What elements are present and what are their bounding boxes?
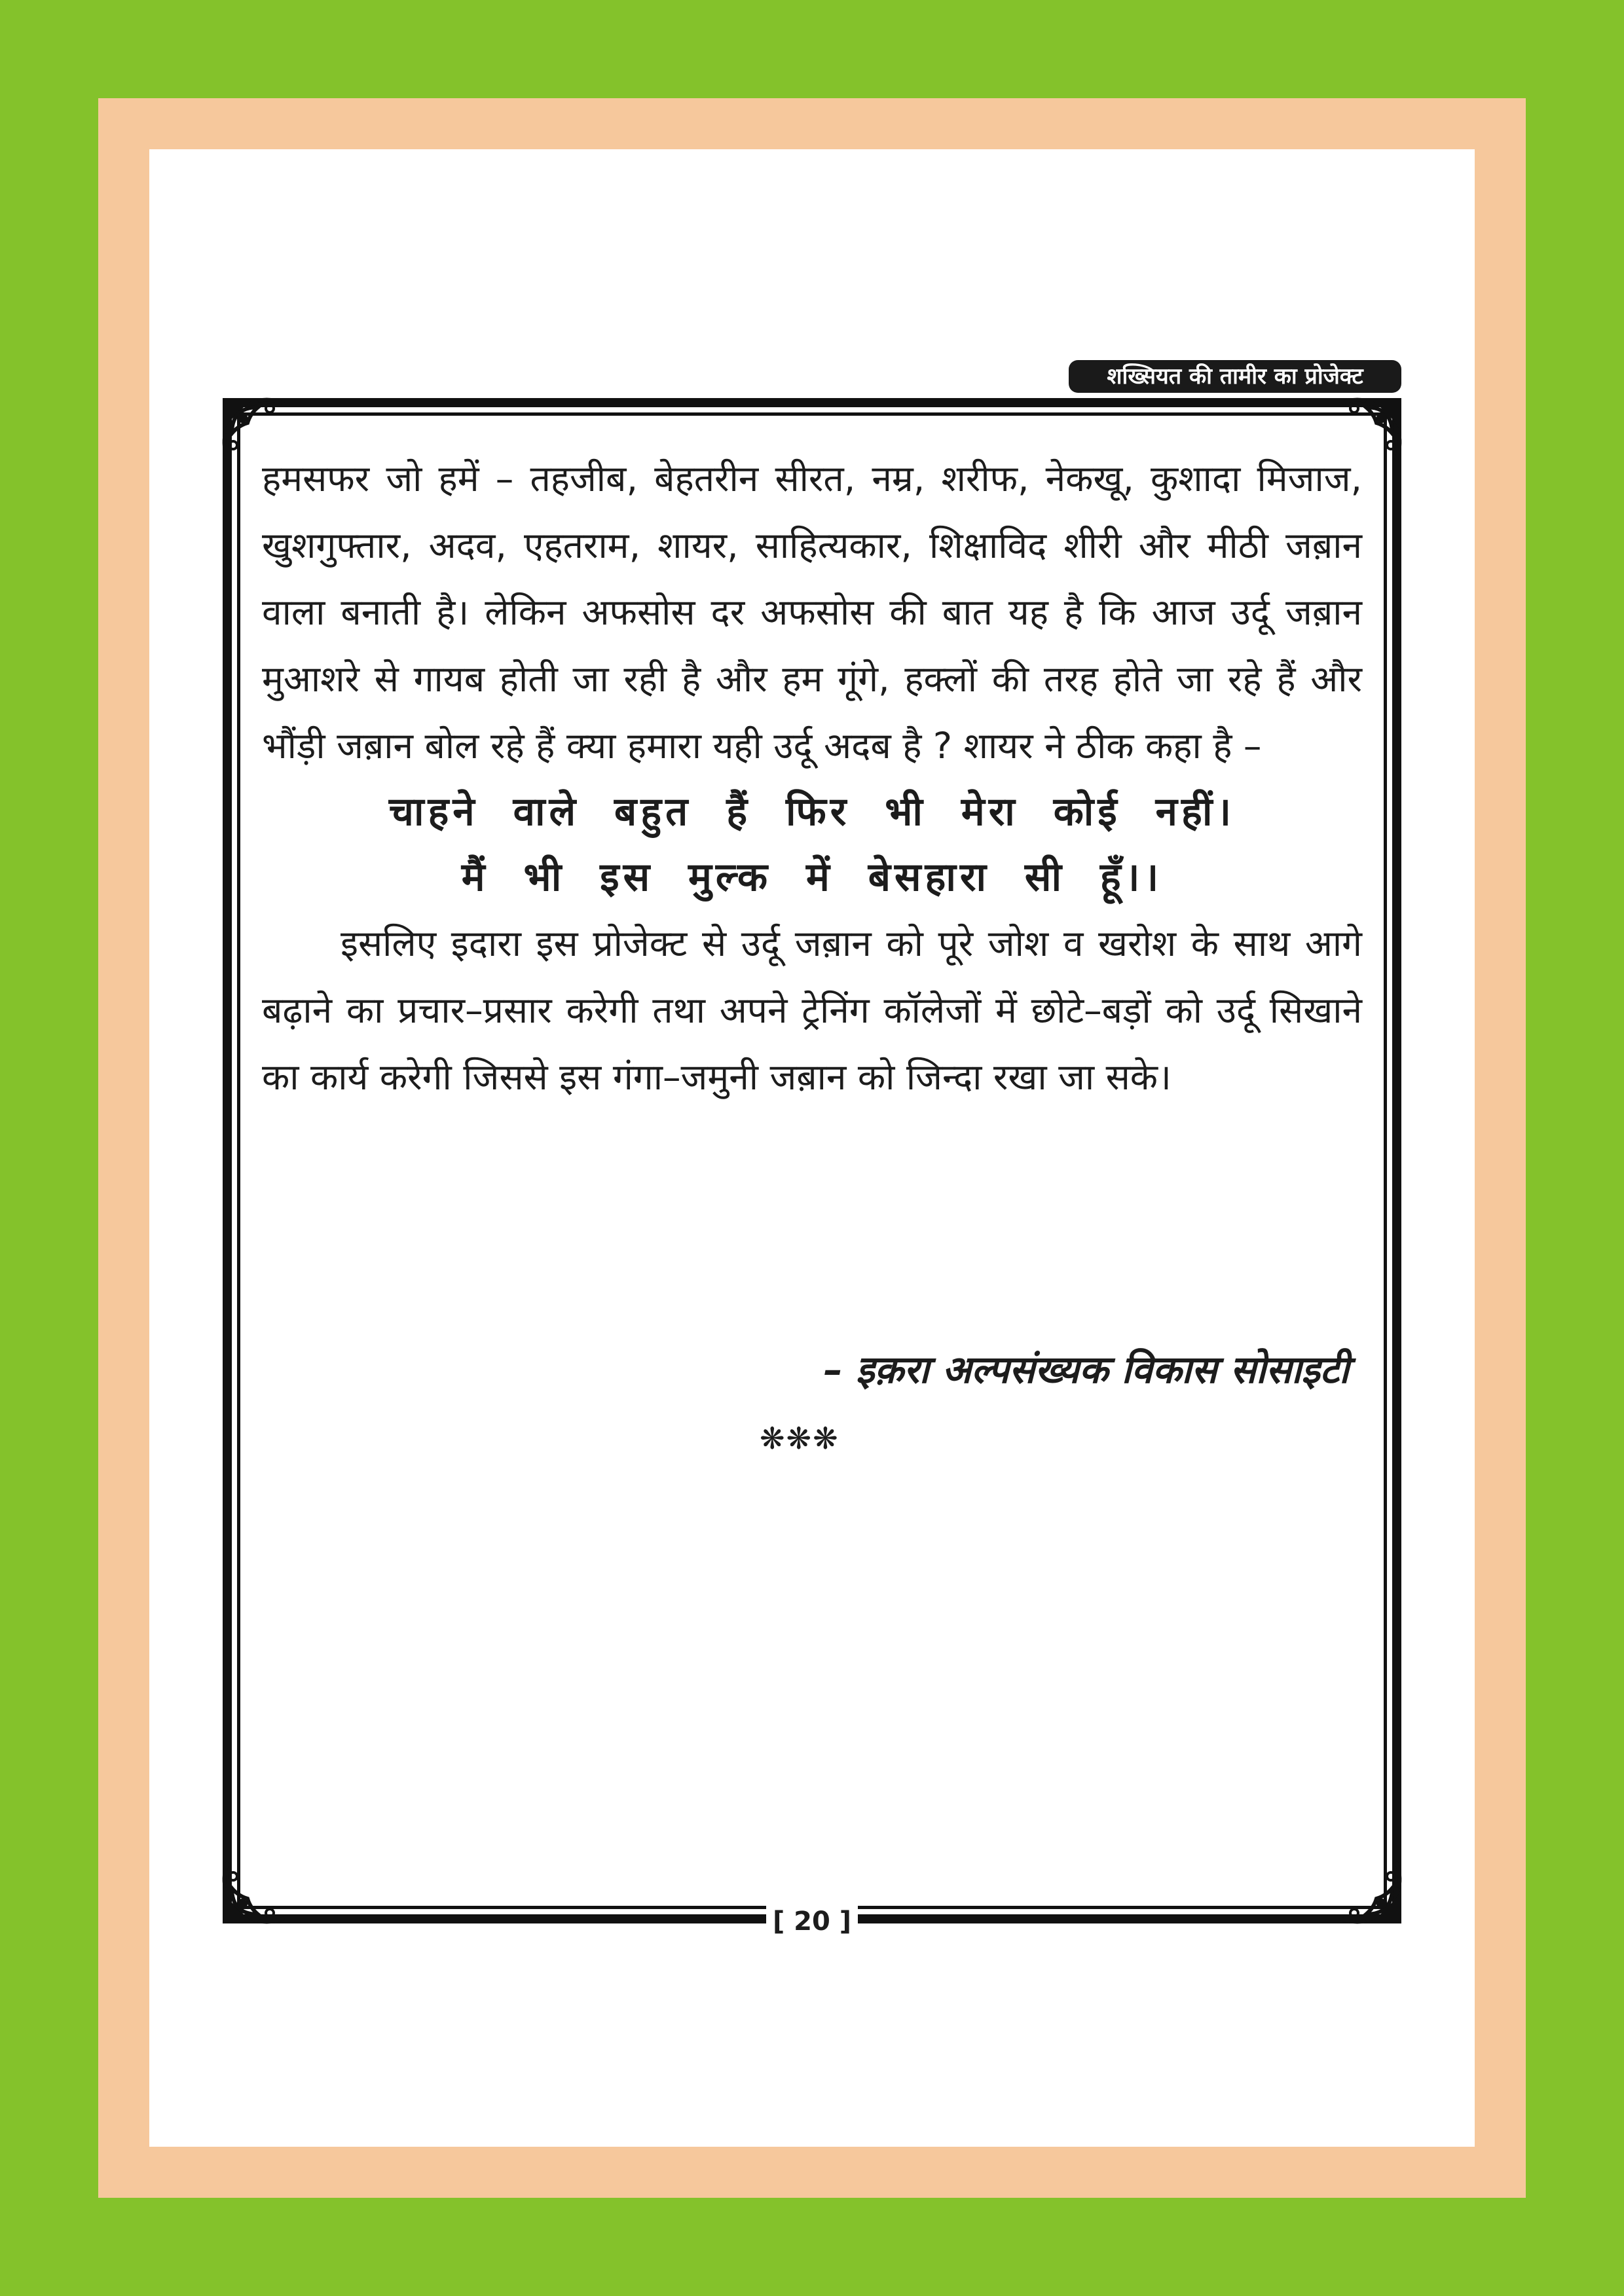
corner-ornament-icon	[219, 1857, 289, 1927]
body-paragraph: हमसफर जो हमें – तहजीब, बेहतरीन सीरत, नम्र, शरीफ, नेकखू, कुशादा मिजाज, खुशगुफ्तार, अदव, एहतराम, शायर, साहित्यकार, शिक्षाविद शीरी और मीठी जब़ान वाला बनाती है। लेकिन अफसोस दर अफसोस की बात यह है कि आज उर्दू जब़ान मुआशरे से गायब होती जा रही है और हम गूंगे, हक्लों की तरह होते जा रहे हैं और भौंड़ी जब़ान बोल रहे हैं क्या हमारा यही उर्दू अदब है ? शायर ने ठीक कहा है –	[262, 458, 1362, 767]
asterism-ornament-icon: ❋❋❋	[760, 1421, 840, 1456]
corner-ornament-icon	[1335, 1857, 1405, 1927]
running-header-title: शख्सियत की तामीर का प्रोजेक्ट	[1069, 360, 1401, 393]
page-body	[262, 445, 1362, 1110]
page-number: [ 20 ]	[766, 1902, 858, 1941]
author-signature: – इक़रा अल्पसंख्यक विकास सोसाइटी	[823, 1347, 1349, 1392]
verse-line: मैं भी इस मुल्क में बेसहारा सी हूँ।।	[461, 854, 1163, 900]
body-paragraph: इसलिए इदारा इस प्रोजेक्ट से उर्दू जब़ान को पूरे जोश व खरोश के साथ आगे बढ़ाने का प्रचार–प्रसार करेगी तथा अपने ट्रेनिंग कॉलेजों में छोटे–बड़ों को उर्दू सिखाने का कार्य करेगी जिससे इस गंगा–जमुनी जब़ान को जिन्दा रखा जा सके।	[262, 922, 1362, 1098]
verse-line: चाहने वाले बहुत हैं फिर भी मेरा कोई नहीं।	[388, 789, 1236, 835]
